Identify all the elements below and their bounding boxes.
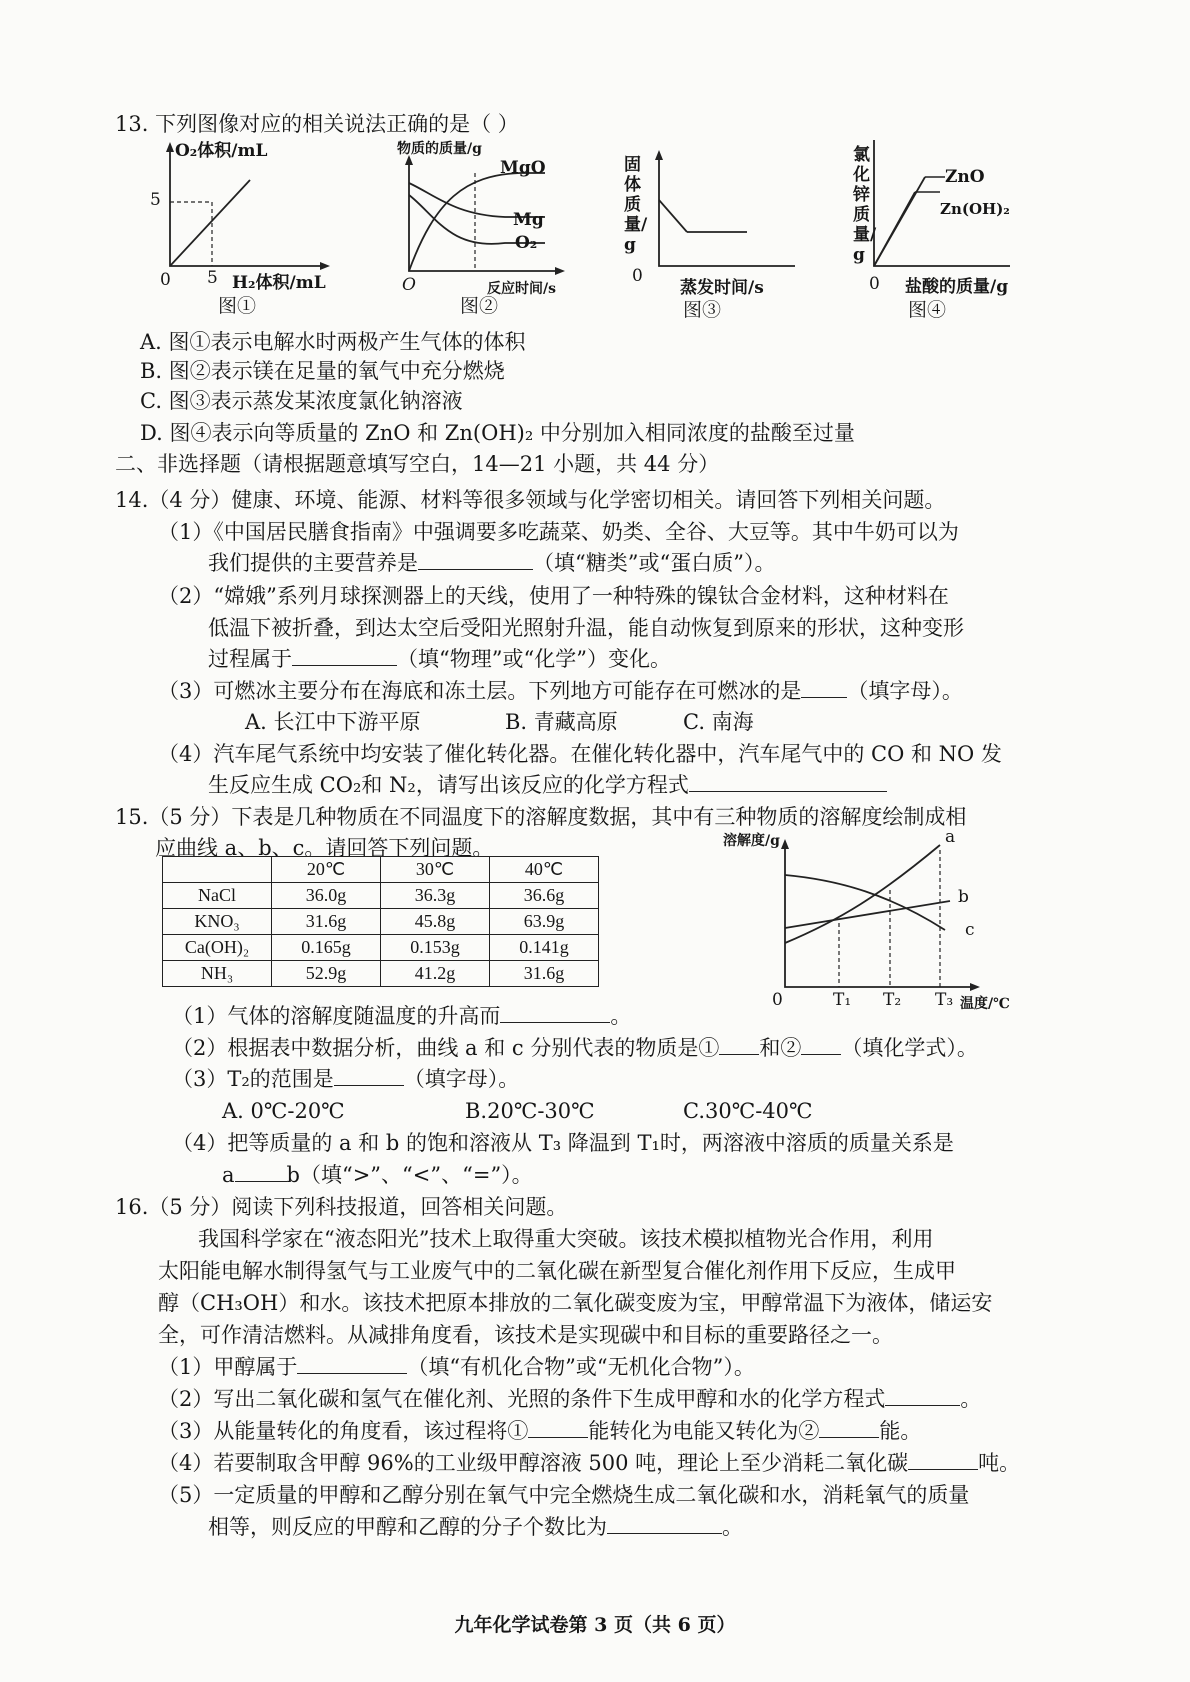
q15-p3-line [172,1065,519,1093]
q16-p3-mid: 能转化为电能又转化为② [588,1419,820,1443]
q14-p2-line3 [208,645,671,673]
table-row [163,961,599,987]
q16-p4-answer-blank[interactable] [908,1449,978,1470]
q15-p3-hint: （填字母）。 [403,1067,520,1091]
q14-p4-line1: （4）汽车尾气系统中均安装了催化转化器。在催化转化器中，汽车尾气中的 CO 和 NO 发 [158,742,1002,766]
table-cell: 63.9g [490,909,599,935]
graph1-xtick: 5 [207,268,218,288]
table-cell: 36.3g [381,883,490,909]
graph4-xlabel: 盐酸的质量/g [905,277,1009,297]
q14-p2-line2: 低温下被折叠，到达太空后受阳光照射升温，能自动恢复到原来的形状，这种变形 [208,616,964,640]
q16-p3-answer-blank-2[interactable] [819,1417,879,1438]
q14-p4-answer-blank[interactable] [689,771,887,792]
q13-stem: 13. 下列图像对应的相关说法正确的是（ ） [115,112,519,136]
table-cell: 36.0g [272,883,381,909]
table-cell: 0.153g [381,935,490,961]
q15-p3-text: （3）T₂的范围是 [172,1067,334,1091]
graph2-caption: 图② [460,295,499,317]
q14-p3-hint: （填字母）。 [847,679,963,703]
table-cell: 31.6g [272,909,381,935]
q16-p2-end: 。 [960,1387,982,1411]
q16-p5-text: 相等，则反应的甲醇和乙醇的分子个数比为 [208,1515,607,1539]
q16-p4-end: 吨。 [978,1451,1021,1475]
q14-p2-text: 过程属于 [208,647,292,671]
table-cell: 45.8g [381,909,490,935]
q14-p1-line2 [208,549,775,577]
q15-p1-answer-blank[interactable] [500,1002,610,1023]
q16-p1-answer-blank[interactable] [297,1353,407,1374]
graph3-xlabel: 蒸发时间/s [680,278,764,298]
table-header-cell: 30℃ [381,857,490,883]
solubility-xlabel: 温度/℃ [960,996,1010,1012]
graph2-o2-label: O₂ [515,233,538,253]
graph3-caption: 图③ [683,299,722,321]
q14-p1-line1: （1）《中国居民膳食指南》中强调要多吃蔬菜、奶类、全谷、大豆等。其中牛奶可以为 [158,520,959,544]
graph3-ylabel: 固体质量/g [624,155,648,255]
q15-p1-text: （1）气体的溶解度随温度的升高而 [172,1004,501,1028]
table-cell: 0.165g [272,935,381,961]
table-header-cell: 20℃ [272,857,381,883]
q14-p3-option-c: C. 南海 [683,710,754,734]
graph2-xlabel: 反应时间/s [487,281,556,297]
q14-p3-answer-blank[interactable] [801,677,847,698]
table-header-row [163,857,599,883]
solubility-table [162,856,599,987]
q16-stem: 16.（5 分）阅读下列科技报道，回答相关问题。 [115,1195,568,1219]
q16-p2-answer-blank[interactable] [885,1385,960,1406]
graph2-mgo-label: MgO [500,158,546,178]
t2-label: T₂ [883,990,902,1010]
table-cell: 52.9g [272,961,381,987]
table-cell: 41.2g [381,961,490,987]
q15-p1-line [172,1002,631,1030]
q14-p3-text: （3）可燃冰主要分布在海底和冻土层。下列地方可能存在可燃冰的是 [158,679,802,703]
table-cell: 0.141g [490,935,599,961]
q16-p1-text: （1）甲醇属于 [158,1355,298,1379]
q14-p2-answer-blank[interactable] [292,645,397,666]
graph2-ylabel: 物质的质量/g [397,141,482,157]
q15-stem-line1: 15.（5 分）下表是几种物质在不同温度下的溶解度数据，其中有三种物质的溶解度绘制成相 [115,805,967,829]
graph1-caption: 图① [218,295,257,317]
curve-a-label: a [945,827,956,847]
t3-label: T₃ [935,990,954,1010]
page-footer: 九年化学试卷第 3 页（共 6 页） [454,1614,736,1636]
q16-p2-text: （2）写出二氧化碳和氢气在催化剂、光照的条件下生成甲醇和水的化学方程式 [158,1387,886,1411]
graph4-znoh2-label: Zn(OH)₂ [940,200,1010,218]
section-2-heading: 二、非选择题（请根据题意填写空白，14—21 小题，共 44 分） [115,452,720,476]
graph1-origin: 0 [160,270,171,290]
graph1-xlabel: H₂体积/mL [232,273,326,293]
q16-p5-answer-blank[interactable] [607,1513,722,1534]
q14-p3-option-b: B. 青藏高原 [505,710,618,734]
q15-p2-text: （2）根据表中数据分析，曲线 a 和 c 分别代表的物质是① [172,1036,720,1060]
table-cell: 36.6g [490,883,599,909]
q13-option-d: D. 图④表示向等质量的 ZnO 和 Zn(OH)₂ 中分别加入相同浓度的盐酸至过量 [140,421,855,445]
table-cell: 31.6g [490,961,599,987]
curve-c-label: c [965,920,975,940]
q16-para-line2: 太阳能电解水制得氢气与工业废气中的二氧化碳在新型复合催化剂作用下反应，生成甲 [158,1259,956,1283]
graph4-zno-label: ZnO [945,167,985,187]
graph3-plot [645,150,795,280]
q15-p4-a: a [222,1163,235,1187]
q16-p3-answer-blank-1[interactable] [528,1417,588,1438]
q15-p3-option-c: C.30℃-40℃ [683,1099,813,1123]
q15-p4-line1: （4）把等质量的 a 和 b 的饱和溶液从 T₃ 降温到 T₁时，两溶液中溶质的质量关系是 [172,1131,954,1155]
q13-option-a: A. 图①表示电解水时两极产生气体的体积 [140,330,526,354]
table-cell: NH₃ [163,961,272,987]
q15-p2-answer-blank-1[interactable] [719,1034,759,1055]
table-row [163,909,599,935]
q16-p1-hint: （填“有机化合物”或“无机化合物”）。 [407,1355,755,1379]
q15-p2-hint: （填化学式）。 [841,1036,978,1060]
q16-para-line4: 全，可作清洁燃料。从减排角度看，该技术是实现碳中和目标的重要路径之一。 [158,1323,893,1347]
q16-p2-line [158,1385,981,1413]
table-header-cell [163,857,272,883]
q16-p3-line [158,1417,921,1445]
graph2-mg-label: Mg [513,210,544,230]
table-cell: NaCl [163,883,272,909]
q15-p1-end: 。 [610,1004,632,1028]
graph1-ylabel: O₂体积/mL [175,141,268,161]
solubility-ylabel: 溶解度/g [723,833,780,849]
q14-p3-line [158,677,963,705]
curve-b-label: b [958,887,969,907]
graph2-plot [395,155,575,285]
q16-para-line1: 我国科学家在“液态阳光”技术上取得重大突破。该技术模拟植物光合作用，利用 [198,1227,934,1251]
q15-p2-answer-blank-2[interactable] [801,1034,841,1055]
graph1-ytick: 5 [150,190,161,210]
graph4-origin: 0 [869,274,880,294]
q15-p3-option-a: A. 0℃-20℃ [222,1099,345,1123]
q16-p3-end: 能。 [879,1419,922,1443]
q13-option-c: C. 图③表示蒸发某浓度氯化钠溶液 [140,389,463,413]
q16-p5-line2 [208,1513,743,1541]
q15-p4-line2 [222,1161,533,1189]
q14-p3-option-a: A. 长江中下游平原 [245,710,421,734]
q15-p4-hint: b（填“>”、“<”、“=”）。 [286,1163,533,1187]
graph4-ylabel: 氯化锌质量/g [853,145,877,265]
q14-p4-line2 [208,771,887,799]
q15-stem-line2: 应曲线 a、b、c。请回答下列问题。 [155,836,494,860]
graph2-origin: O [402,275,416,295]
q14-stem: 14.（4 分）健康、环境、能源、材料等很多领域与化学密切相关。请回答下列相关问题。 [115,488,946,512]
q15-p3-answer-blank[interactable] [334,1065,404,1086]
table-cell: Ca(OH)₂ [163,935,272,961]
q14-p1-answer-blank[interactable] [418,549,533,570]
q16-p4-line [158,1449,1020,1477]
table-row [163,883,599,909]
q14-p1-text: 我们提供的主要营养是 [208,551,418,575]
table-row [163,935,599,961]
q14-p4-text: 生反应生成 CO₂和 N₂，请写出该反应的化学方程式 [208,773,689,797]
q16-p5-line1: （5）一定质量的甲醇和乙醇分别在氧气中完全燃烧生成二氧化碳和水，消耗氧气的质量 [158,1483,970,1507]
q15-p2-mid: 和② [759,1036,802,1060]
q14-p1-hint: （填“糖类”或“蛋白质”）。 [533,551,776,575]
t1-label: T₁ [833,990,852,1010]
q16-p3-text: （3）从能量转化的角度看，该过程将① [158,1419,529,1443]
q16-p1-line [158,1353,755,1381]
q14-p2-hint: （填“物理”或“化学”）变化。 [397,647,671,671]
solubility-graph [780,835,1020,1010]
solubility-origin: 0 [772,990,783,1010]
q15-p3-option-b: B.20℃-30℃ [465,1099,595,1123]
q15-p4-answer-blank[interactable] [235,1161,287,1182]
q16-p4-text: （4）若要制取含甲醇 96%的工业级甲醇溶液 500 吨，理论上至少消耗二氧化碳 [158,1451,909,1475]
q13-option-b: B. 图②表示镁在足量的氧气中充分燃烧 [140,359,505,383]
q14-p2-line1: （2）“嫦娥”系列月球探测器上的天线，使用了一种特殊的镍钛合金材料，这种材料在 [158,584,949,608]
graph1-plot [150,140,350,280]
table-cell: KNO₃ [163,909,272,935]
graph3-origin: 0 [632,266,643,286]
q15-p2-line [172,1034,978,1062]
q16-para-line3: 醇（CH₃OH）和水。该技术把原本排放的二氧化碳变废为宝，甲醇常温下为液体，储运安 [158,1291,993,1315]
table-header-cell: 40℃ [490,857,599,883]
graph4-caption: 图④ [908,299,947,321]
q16-p5-end: 。 [722,1515,743,1539]
